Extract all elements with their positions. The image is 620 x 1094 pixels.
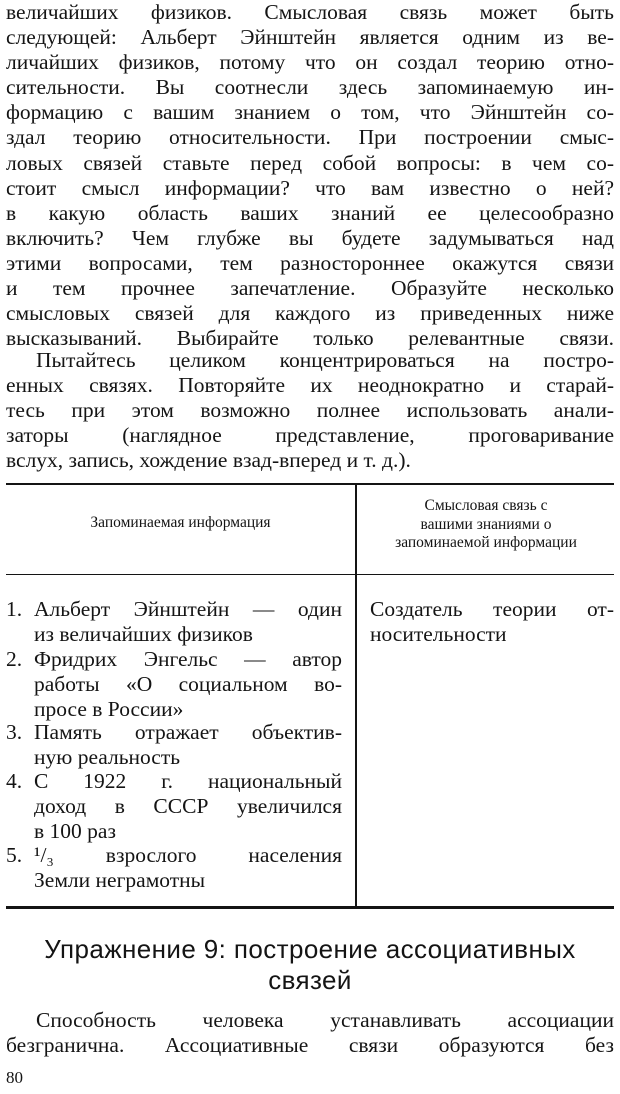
section-heading bbox=[6, 934, 614, 996]
table-top-rule bbox=[6, 483, 614, 485]
item-line: доход в СССР увеличился bbox=[34, 793, 342, 818]
text-line: Способность человека устанавливать ассоциации bbox=[36, 1008, 614, 1032]
text-line: формацию с вашим знанием о том, что Эйнштейн со- bbox=[6, 100, 614, 125]
table-row bbox=[6, 769, 342, 843]
text-line: заторы (наглядное представление, проговаривание bbox=[6, 423, 614, 448]
table-bottom-rule bbox=[6, 906, 614, 909]
item-line: просе в России» bbox=[34, 696, 184, 721]
text-line: вслух, запись, хождение взад-вперед и т. д.). bbox=[6, 448, 411, 473]
table-header-rule bbox=[6, 574, 614, 575]
table-row bbox=[6, 720, 342, 770]
item-number: 4. bbox=[6, 769, 23, 793]
item-number: 5. bbox=[6, 843, 23, 867]
item-line: работы «О социальном во- bbox=[34, 671, 342, 696]
item-line: в 100 раз bbox=[34, 818, 116, 843]
item-number: 2. bbox=[6, 647, 23, 671]
item-line: Альберт Эйнштейн — один bbox=[34, 597, 342, 621]
second-paragraph bbox=[6, 348, 614, 473]
text-line: здал теорию относительности. При построении смыс- bbox=[6, 125, 614, 150]
text-line: смысловых связей для каждого из приведенных ниже bbox=[6, 301, 614, 326]
table-header-left: Запоминаемая информация bbox=[90, 514, 271, 531]
text-line: безгранична. Ассоциативные связи образуются без bbox=[6, 1033, 614, 1058]
item-number: 3. bbox=[6, 720, 23, 744]
text-line: в какую область ваших знаний ее целесообразно bbox=[6, 200, 614, 225]
text-line: сительности. Вы соотнесли здесь запоминаемую ин- bbox=[6, 75, 614, 100]
heading-line: Упражнение 9: построение ассоциативных bbox=[44, 934, 576, 964]
heading-line: связей bbox=[268, 965, 352, 995]
page-number: 80 bbox=[6, 1068, 23, 1087]
item-line: С 1922 г. национальный bbox=[34, 769, 342, 793]
item-line: ¹/₃ взрослого населения bbox=[34, 843, 342, 867]
text-line: высказываний. Выбирайте только релевантные связи. bbox=[6, 326, 614, 351]
text-line: Пытайтесь целиком концентрироваться на постро- bbox=[36, 348, 614, 372]
item-number: 1. bbox=[6, 597, 23, 621]
text-line: величайших физиков. Смысловая связь может быть bbox=[6, 0, 614, 24]
cell-line: Создатель теории от- bbox=[370, 597, 614, 621]
text-line: стоит смысл информации? что вам известно о ней? bbox=[6, 175, 614, 200]
table-row bbox=[6, 597, 342, 647]
item-line: Фридрих Энгельс — автор bbox=[34, 647, 342, 671]
text-line: тесь при этом возможно полнее использовать анали- bbox=[6, 398, 614, 423]
item-line: из величайших физиков bbox=[34, 621, 253, 646]
text-line: следующей: Альберт Эйнштейн является одним из ве- bbox=[6, 25, 614, 50]
item-line: ную реальность bbox=[34, 744, 181, 769]
text-line: енных связях. Повторяйте их неоднократно и старай- bbox=[6, 373, 614, 398]
table-row bbox=[6, 647, 342, 721]
final-paragraph bbox=[6, 1008, 614, 1058]
text-line: ловых связей ставьте перед собой вопросы: в чем со- bbox=[6, 150, 614, 175]
cell-line: носительности bbox=[370, 621, 507, 646]
text-line: этими вопросами, тем разностороннее окажутся связи bbox=[6, 250, 614, 275]
text-line: личайших физиков, потому что он создал теорию отно- bbox=[6, 50, 614, 75]
table-row bbox=[6, 843, 342, 893]
table-column-divider bbox=[355, 485, 357, 906]
item-line: Память отражает объектив- bbox=[34, 720, 342, 744]
item-line: Земли неграмотны bbox=[34, 867, 206, 892]
text-line: и тем прочнее запечатление. Образуйте несколько bbox=[6, 276, 614, 301]
text-line: включить? Чем глубже вы будете задумываться над bbox=[6, 225, 614, 250]
table-cell-right bbox=[370, 597, 614, 647]
table-header-right: Смысловая связь с вашими знаниями о запоминаемой информации bbox=[395, 497, 577, 551]
intro-paragraph bbox=[6, 0, 614, 351]
